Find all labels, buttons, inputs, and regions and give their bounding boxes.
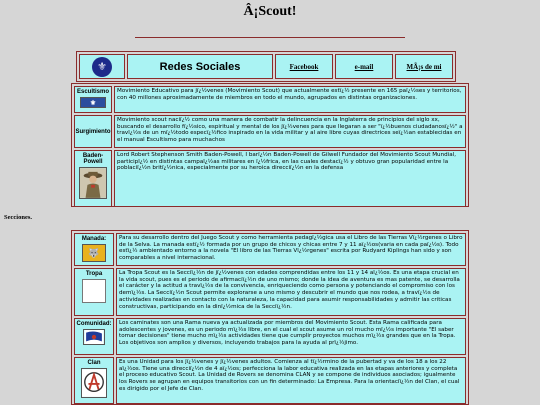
page-title: Â¡Scout!: [243, 4, 297, 19]
intro-row: [74, 150, 466, 207]
tropa-image-icon: [82, 279, 106, 303]
section-text: La Tropa Scout es la Secciï¿½n de jï¿½venes con edades comprendidas entre los 11 y 14 aï¿½os. Es una etapa crucial en la vida scout, pues es el periodo de afirmaciï¿½n de uno mismo; donde la idea de aventura es mas patente, se desarrolla el carácter y la actitud a travï¿½s de la convivencia, enriqueciendo como persona y potenciando el compromiso con los demï¿½s. La Secciï¿½n Scout permite explorarse a uno mismo y descubrir el mundo que nos rodea, a travï¿½s de actividades realizadas en contacto con la naturaleza, la capacidad para asumir responsabilidades y admitir las criticas constructivas, participando en la dinï¿½mica de la Secciï¿½n.: [116, 268, 466, 316]
intro-label: Escultismo: [76, 89, 109, 95]
section-row: [74, 233, 466, 266]
clan-emblem-icon: [81, 368, 107, 398]
facebook-link[interactable]: Facebook: [275, 54, 333, 79]
intro-text: Movimiento scout naciï¿½ como una manera de combatir la delincuencia en la Inglaterra de principios del siglo xx, buscando el desarrollo fï¿½sico, espiritual y mental de los jï¿½venes para que llegaran a ser "ï¿½buenos ciudadanosï¿½" a travï¿½s de un mï¿½todo especï¿½fico inspirado en la vida militar y al aire libre cuyas directrices seï¿½an establecidas en el manual Escultismo para muchachos: [114, 115, 466, 148]
section-row: [74, 268, 466, 316]
intro-label: Baden-Powell: [82, 153, 104, 165]
section-label: Comunidad:: [76, 321, 112, 327]
section-text: Para su desarrollo dentro del Juego Scout y como herramienta pedagï¿½gica usa el Libro de las Tierras Vï¿½rgenes o Libro de la Selva. La manada estï¿½ formada por un grupo de chicos y chicas entre 7 y 11 aï¿½os(varia en cada paï¿½s). Todo estï¿½ ambientado entorno a la novela "El libro de las Tierras Vï¿½rgenes" escrita por Rudyard Kiplings han sido y son comparables a nivel internacional.: [116, 233, 466, 266]
section-label: Clan: [87, 360, 101, 366]
more-about-me-link[interactable]: MÃ¡s de mi: [395, 54, 453, 79]
sections-table: [71, 230, 469, 405]
intro-label-cell: [74, 115, 112, 148]
baden-powell-portrait: [79, 167, 107, 199]
section-label-cell: [74, 357, 114, 404]
sections-heading: Secciones.: [4, 214, 32, 221]
logo-cell: [79, 54, 125, 79]
intro-label-cell: [74, 86, 112, 113]
top-nav: [76, 51, 456, 82]
intro-text: Movimiento Educativo para jï¿½venes (Movimiento Scout) que actualmente estï¿½ presente en 165 paï¿½ses y territorios, con 40 millones aproximadamente de miembros en todo el mundo, agrupados en distintas organizaciones.: [114, 86, 466, 113]
section-text: Los caminates son una Rama nueva ya actualizada por miembros del Movimiento Scout. Esta Rama calificada para adolescentes y jovenes, es un periodo mï¿½s libre, en el cual el scout asume un rol mucho mï¿½s importante "El saber tomar decisiones" tiene mucho mï¿½s actividades tiene que cumplir proyectos muchos mï¿½s grandes que en la Tropa. Los objetivos son amplios y diversos, incluyendo trabajos para la ayuda al prï¿½jimo.: [116, 318, 466, 355]
intro-row: [74, 86, 466, 113]
intro-label: Surgimiento: [75, 128, 111, 135]
intro-table: [71, 83, 469, 207]
section-text: Es una Unidad para los jï¿½venes y jï¿½venes adultos. Comienza al tï¿½rmino de la pubertad y va de los 18 a los 22 aï¿½os. Tiene una direcciï¿½n de 4 aï¿½os; perfecciona la labor educativa realizada en las etapas anteriores y completa el proceso educativo Scout. La Unidad de Rovers se denomina CLAN y se compone de individuos asociados; igualmente los Rovers se agrupan en equipos transitorios con un fin determinado: La Empresa. Para la orientaciï¿½n del Clan, el cual es dirigido por el Jefe de Clan.: [116, 357, 466, 404]
intro-row: [74, 115, 466, 148]
title-divider: [135, 37, 405, 38]
section-label-cell: [74, 233, 114, 266]
section-row: [74, 318, 466, 355]
section-row: [74, 357, 466, 404]
section-label: Tropa: [85, 271, 103, 277]
scout-emblem-icon: ⚜: [80, 97, 106, 108]
intro-text: Lord Robert Stephenson Smith Baden-Powell, I barï¿½n Baden-Powell de Gilwell Fundador del Movimiento Scout Mundial, participï¿½ en distintas campaï¿½as militares en ï¿½frica, en las cuales destacï¿½ y obtuvo gran popularidad entre la poblaciï¿½n britï¿½nica, especialmente por su heroica direcciï¿½n en la defensa: [114, 150, 466, 207]
manada-badge-icon: 🐺: [82, 244, 106, 262]
email-link[interactable]: e-mail: [335, 54, 393, 79]
intro-label-cell: [74, 150, 112, 207]
section-label-cell: [74, 268, 114, 316]
section-label: Manada:: [81, 236, 107, 242]
comunidad-flag-icon: [83, 329, 105, 345]
section-label-cell: [74, 318, 114, 355]
nav-title: Redes Sociales: [127, 54, 273, 79]
fleur-de-lis-icon: ⚜: [92, 57, 112, 77]
